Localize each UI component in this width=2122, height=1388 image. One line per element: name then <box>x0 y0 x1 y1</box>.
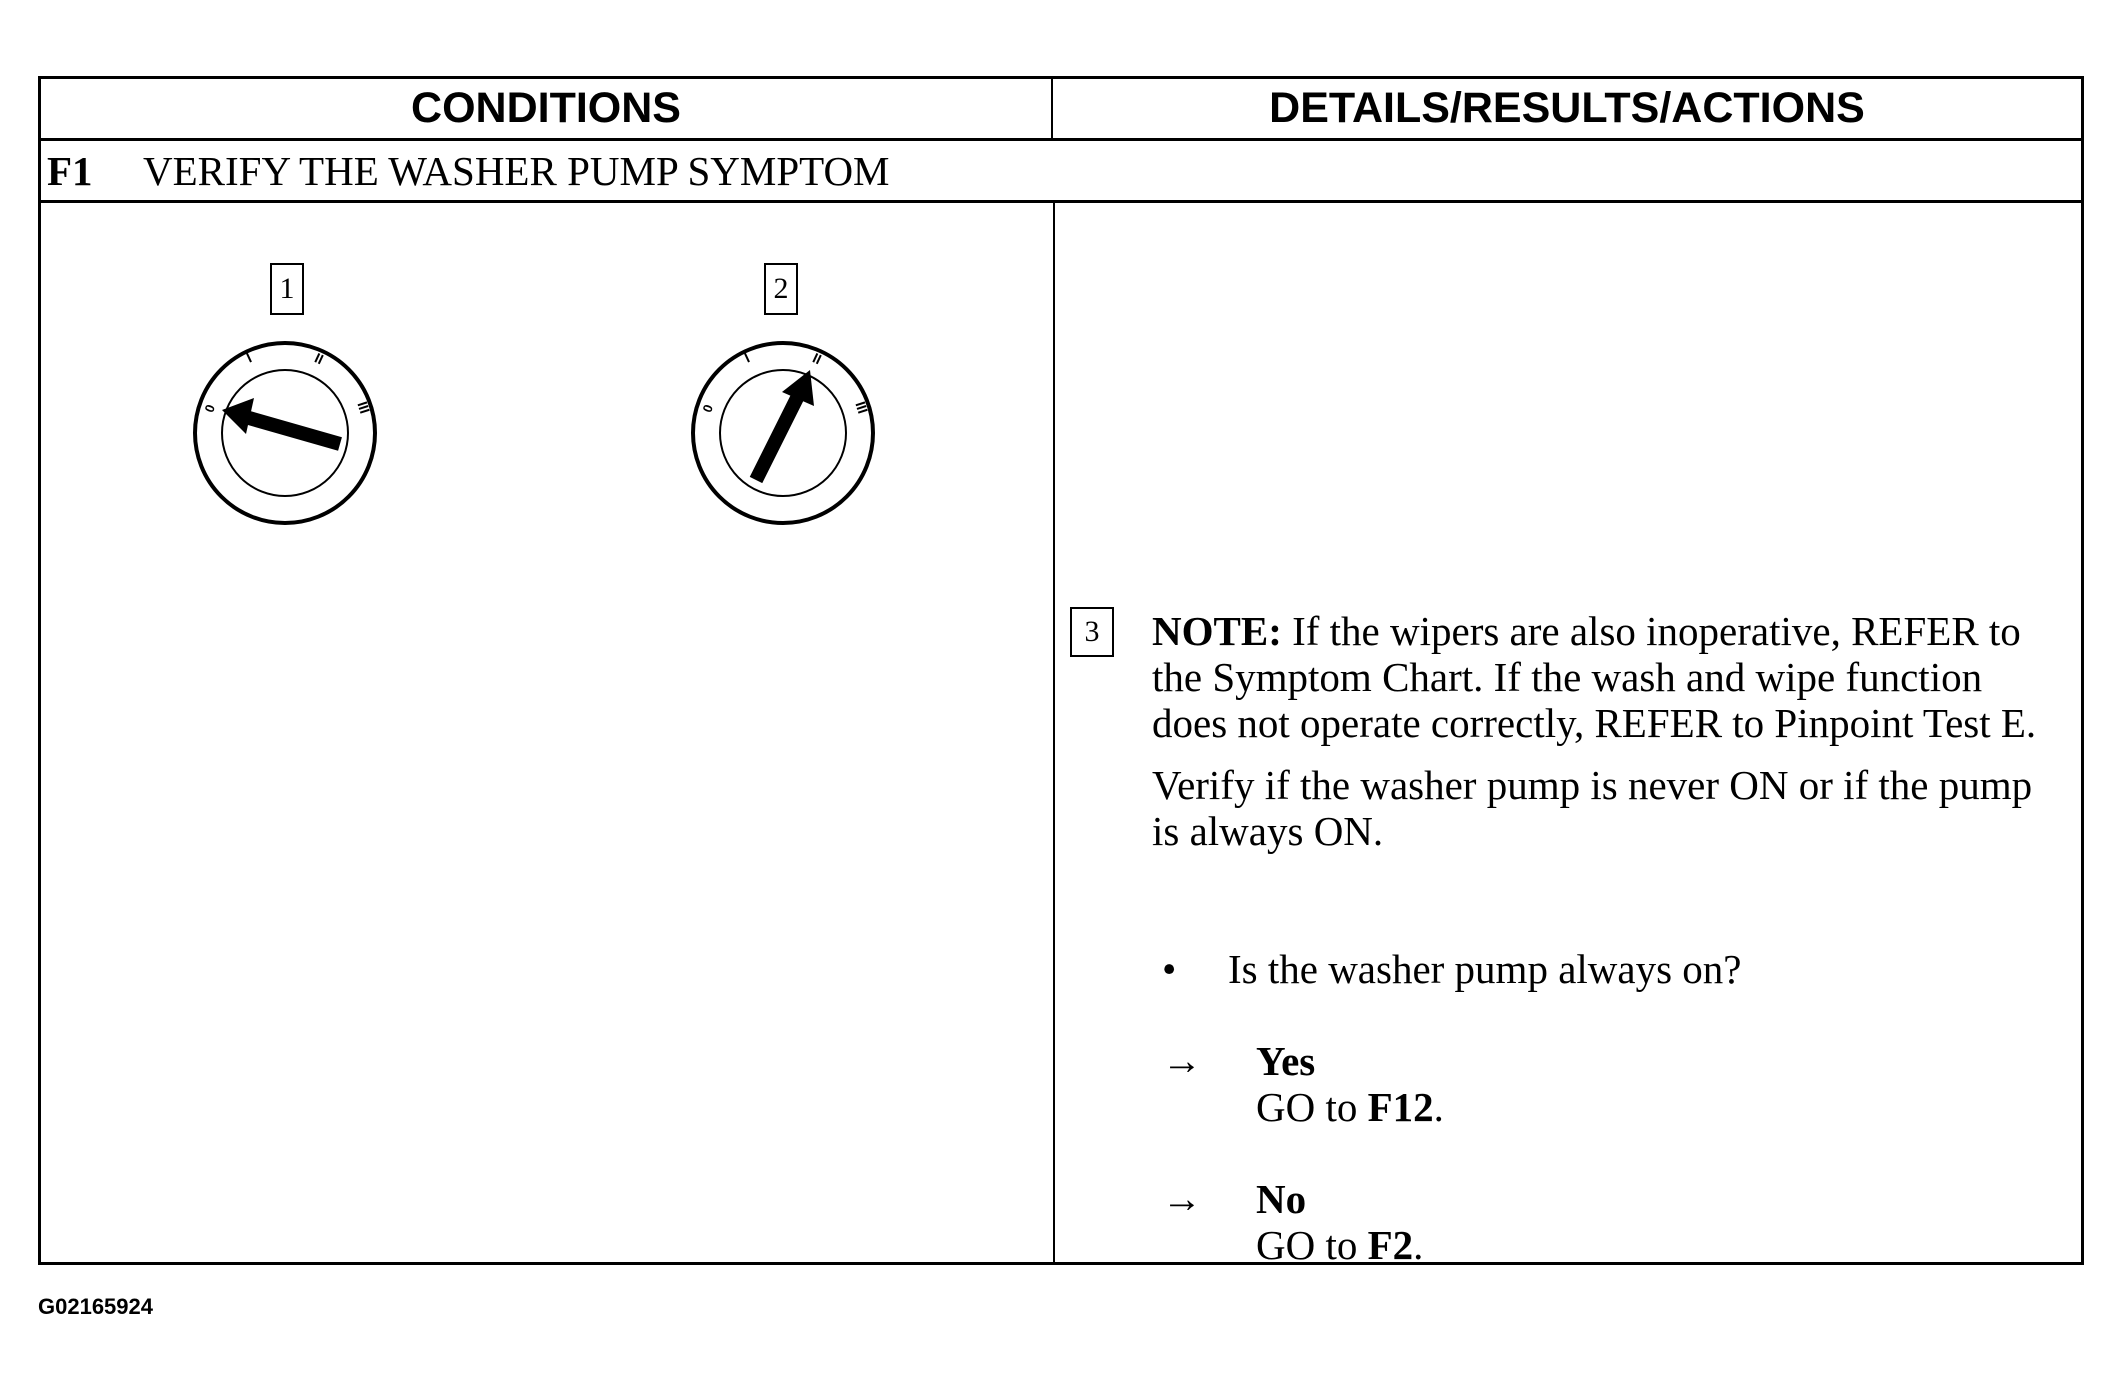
dial-1-mark-2: II <box>312 349 327 368</box>
dial-2-mark-3: III <box>852 399 872 416</box>
answer-no-suffix: . <box>1413 1222 1424 1268</box>
right-arrow-icon: → <box>1162 1038 1202 1083</box>
verify-paragraph: Verify if the washer pump is never ON or if the pump is always ON. <box>1152 762 2033 854</box>
step-row <box>41 141 2081 203</box>
details-text <box>1152 608 2062 854</box>
question-text: Is the washer pump always on? <box>1228 946 1742 992</box>
step-title: VERIFY THE WASHER PUMP SYMPTOM <box>143 147 890 194</box>
callout-2: 2 <box>764 263 798 315</box>
details-header: DETAILS/RESULTS/ACTIONS <box>1053 79 2081 141</box>
dial-2-pointer-arrow <box>756 370 814 480</box>
wiper-switch-dial-off-icon <box>190 338 380 528</box>
dial-1-mark-1: I <box>243 349 255 366</box>
dial-1-mark-3: III <box>354 399 374 416</box>
answer-no-label: No <box>1256 1176 1307 1222</box>
dial-1-mark-0: 0 <box>201 402 219 415</box>
answer-no-prefix: GO to <box>1256 1222 1368 1268</box>
callout-3: 3 <box>1070 607 1114 657</box>
note-paragraph <box>1152 608 2062 746</box>
conditions-header: CONDITIONS <box>41 79 1053 141</box>
dial-2-mark-0: 0 <box>699 402 717 415</box>
step-id: F1 <box>47 147 93 194</box>
dial-2-mark-2: II <box>810 349 825 368</box>
answer-no-target: F2 <box>1367 1222 1414 1268</box>
column-divider <box>1053 203 1055 1262</box>
answer-yes <box>1162 1038 1444 1130</box>
answer-yes-target: F12 <box>1367 1084 1434 1130</box>
answer-no <box>1162 1176 1423 1268</box>
callout-1: 1 <box>270 263 304 315</box>
answer-yes-suffix: . <box>1433 1084 1444 1130</box>
bullet-icon: • <box>1162 946 1177 992</box>
answer-yes-label: Yes <box>1256 1038 1316 1084</box>
dial-1-pointer-arrow <box>222 398 340 444</box>
answer-yes-prefix: GO to <box>1256 1084 1368 1130</box>
wiper-switch-dial-position-ii-icon <box>688 338 878 528</box>
note-text: If the wipers are also inoperative, REFER to the Symptom Chart. If the wash and wipe function does not operate correctly, REFER to Pinpoint Test E. <box>1152 608 2037 746</box>
figure-id: G02165924 <box>38 1294 153 1319</box>
note-label: NOTE: <box>1152 608 1282 654</box>
right-arrow-icon: → <box>1162 1176 1202 1221</box>
dial-2-mark-1: I <box>741 349 753 366</box>
question-bullet <box>1162 946 1742 992</box>
